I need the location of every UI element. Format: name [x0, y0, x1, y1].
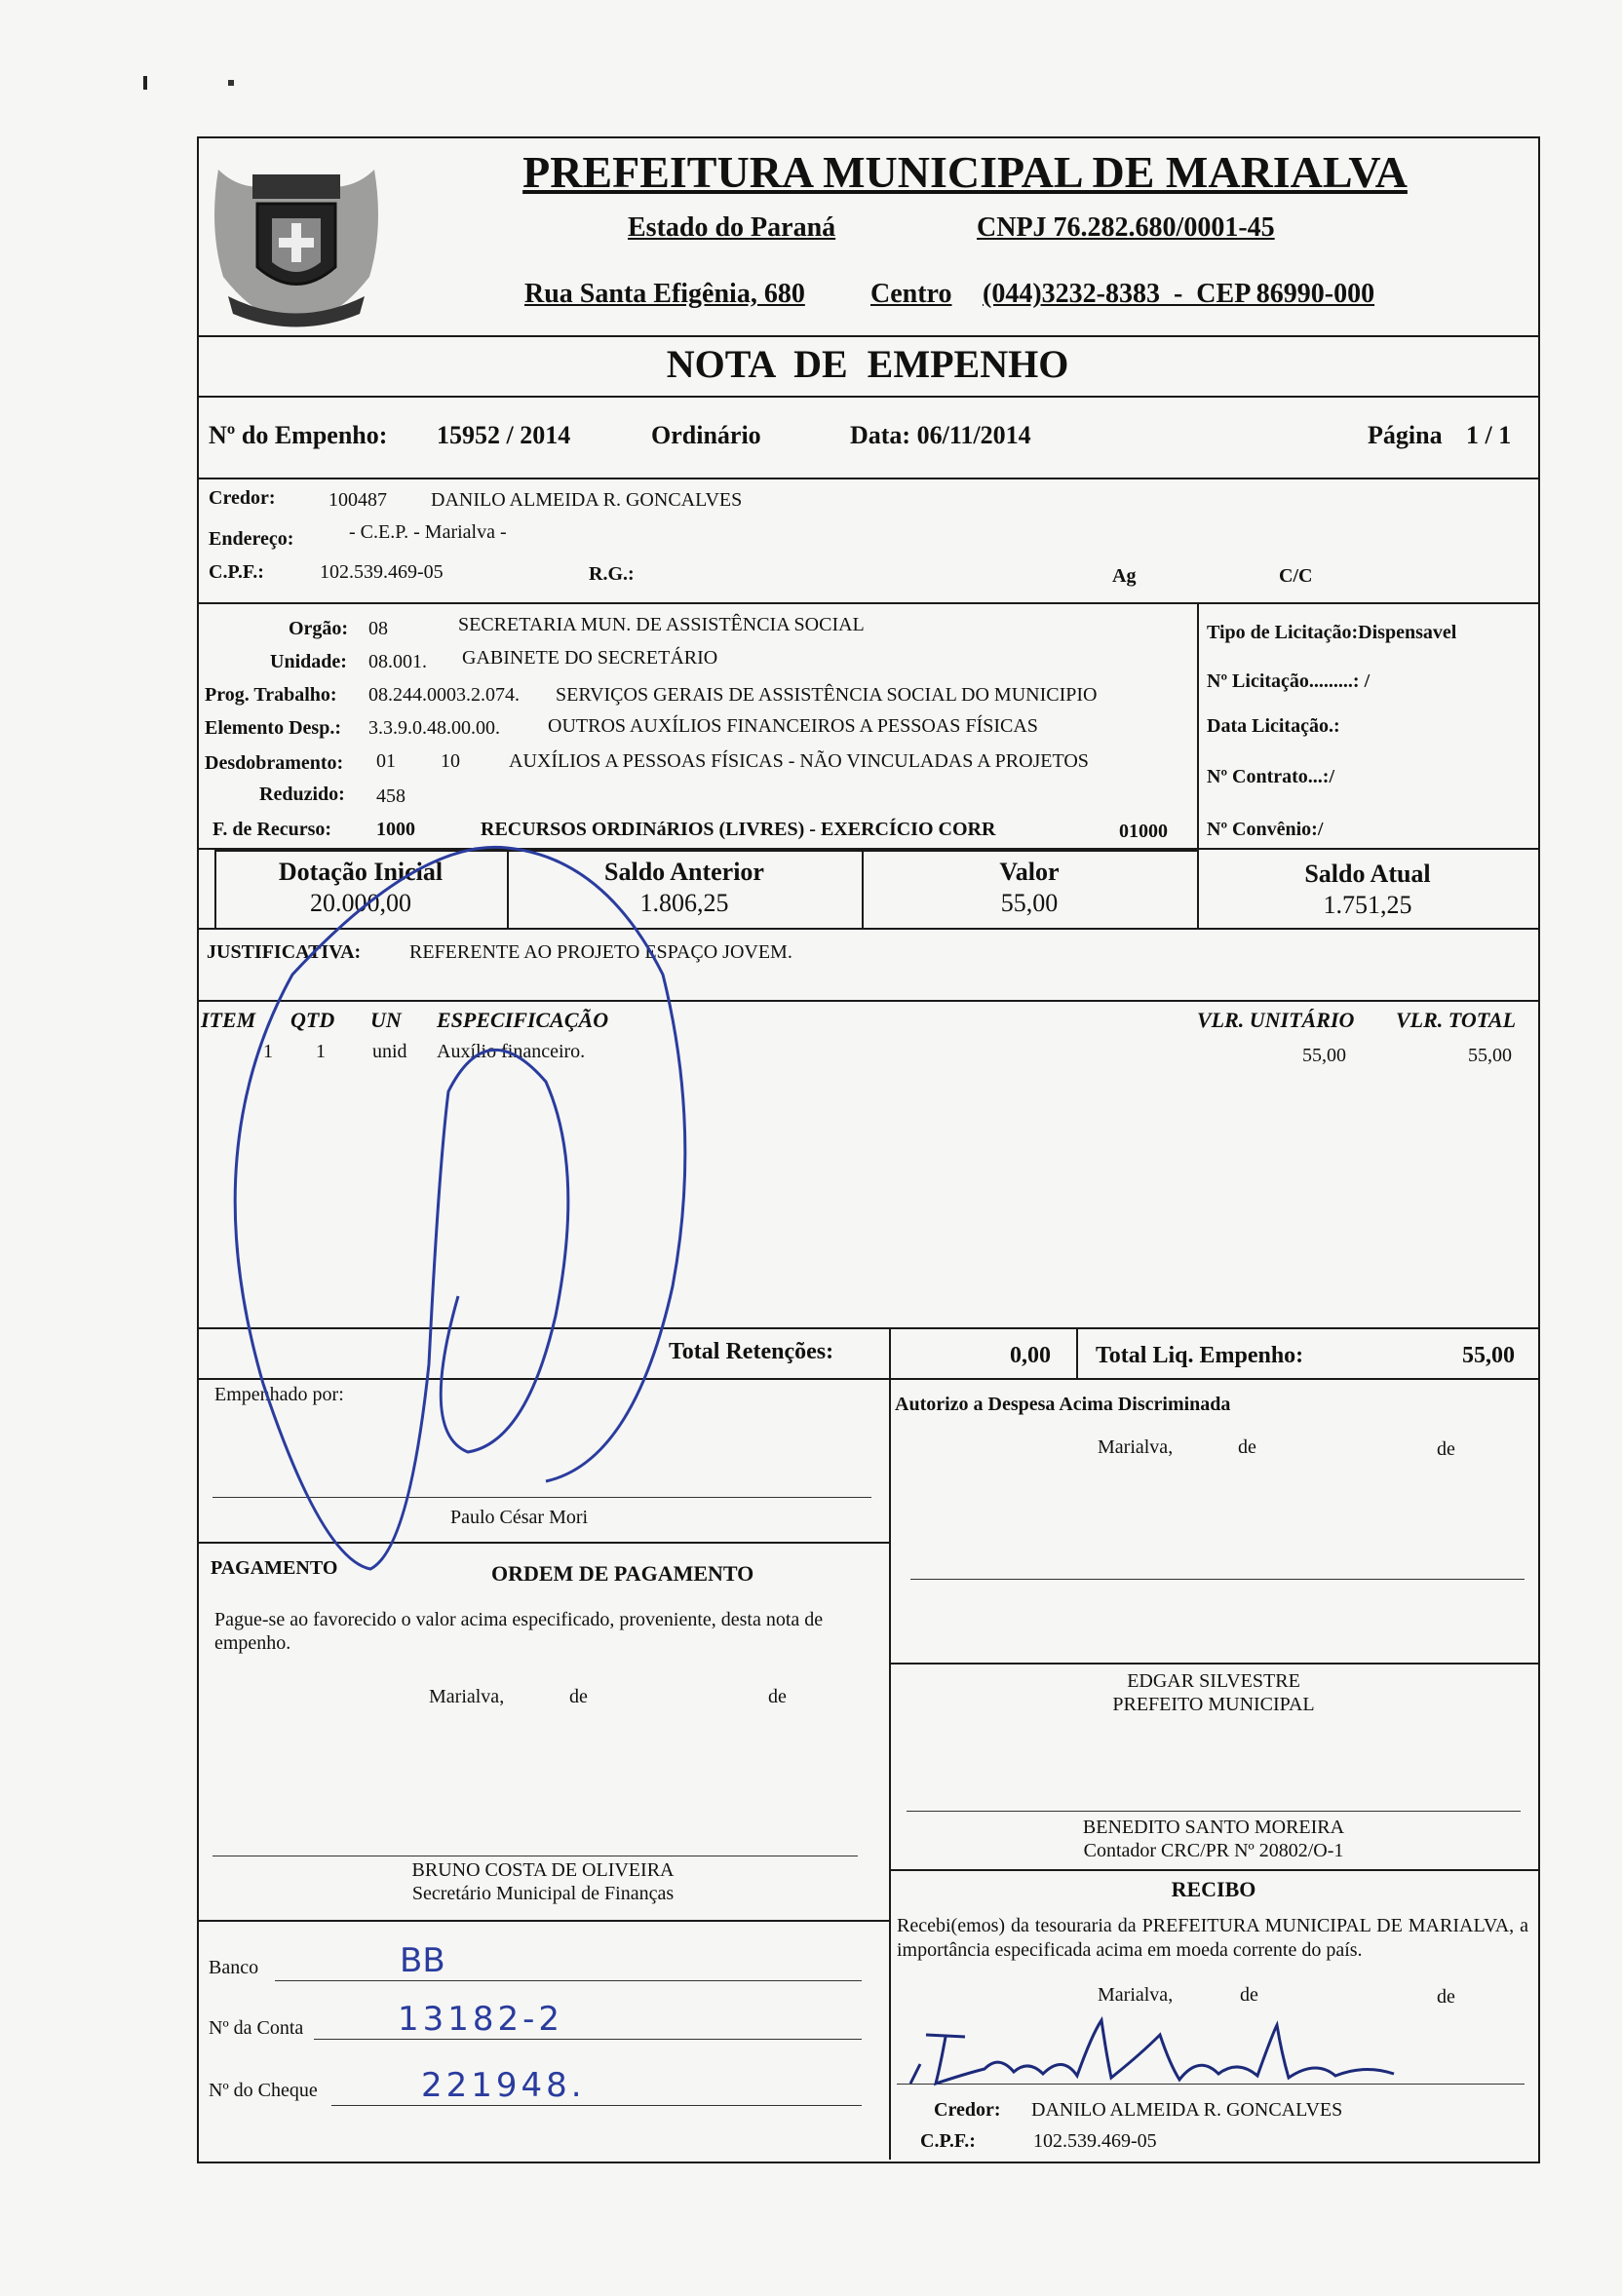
empenho-date: Data: 06/11/2014	[850, 421, 1031, 449]
credor-label: Credor:	[209, 487, 276, 509]
valor-value: 55,00	[1000, 889, 1059, 917]
autorizo-de1: de	[1238, 1436, 1256, 1458]
header-district: Centro	[870, 279, 952, 309]
endereco-label: Endereço:	[209, 528, 294, 550]
retencoes-label: Total Retenções:	[669, 1339, 834, 1364]
licitacao-data: Data Licitação.:	[1207, 715, 1340, 737]
banco-label: Banco	[209, 1957, 259, 1978]
autorizo-city: Marialva,	[1098, 1436, 1174, 1458]
reduzido-label: Reduzido:	[259, 784, 345, 805]
item-cell: 1	[263, 1041, 273, 1062]
liq-empenho-value: 55,00	[1462, 1343, 1515, 1368]
unidade-label: Unidade:	[270, 651, 347, 672]
recibo-cpf-value: 102.539.469-05	[1033, 2130, 1157, 2152]
elemento-code: 3.3.9.0.48.00.00.	[368, 717, 500, 739]
saldo-atual-value: 1.751,25	[1323, 891, 1412, 919]
autorizo-de2: de	[1437, 1438, 1455, 1460]
recibo-cpf-label: C.P.F.:	[920, 2130, 976, 2152]
conta-label: Nº da Conta	[209, 2017, 304, 2039]
unidade-code: 08.001.	[368, 651, 427, 672]
licitacao-tipo: Tipo de Licitação:Dispensavel	[1207, 622, 1457, 643]
header-state: Estado do Paraná	[628, 212, 836, 243]
cc-label: C/C	[1279, 565, 1313, 587]
pagamento-text: Pague-se ao favorecido o valor acima especificado, proveniente, desta nota de empenho.	[214, 1609, 824, 1654]
dotacao-label: Dotação Inicial	[278, 858, 444, 886]
rg-label: R.G.:	[589, 563, 635, 585]
vlr-total-cell: 55,00	[1468, 1045, 1512, 1066]
pagamento-label: PAGAMENTO	[211, 1557, 338, 1579]
pagamento-de2: de	[768, 1686, 787, 1707]
unidade-name: GABINETE DO SECRETÁRIO	[462, 647, 718, 669]
orgao-label: Orgão:	[289, 618, 349, 639]
empenho-number: 15952 / 2014	[437, 421, 571, 449]
scan-mark	[143, 76, 147, 90]
desdobramento-name: AUXÍLIOS A PESSOAS FÍSICAS - NÃO VINCULADAS A PROJETOS	[509, 750, 1089, 772]
recibo-credor-label: Credor:	[934, 2099, 1001, 2121]
ordem-pagamento-title: ORDEM DE PAGAMENTO	[491, 1561, 754, 1586]
valor-label: Valor	[999, 858, 1060, 886]
reduzido-value: 458	[376, 785, 406, 807]
orgao-name: SECRETARIA MUN. DE ASSISTÊNCIA SOCIAL	[458, 614, 865, 635]
licitacao-convenio: Nº Convênio:/	[1207, 819, 1324, 840]
pagamento-de1: de	[569, 1686, 588, 1707]
desdobramento-code2: 10	[441, 750, 460, 772]
col-especificacao: ESPECIFICAÇÃO	[437, 1008, 609, 1032]
saldo-anterior-value: 1.806,25	[639, 889, 729, 917]
cpf-label: C.P.F.:	[209, 561, 264, 583]
prefeito-name: EDGAR SILVESTRE	[1127, 1670, 1300, 1692]
credor-name: DANILO ALMEIDA R. GONCALVES	[431, 489, 743, 511]
col-qtd: QTD	[290, 1008, 335, 1032]
cpf-value: 102.539.469-05	[320, 561, 444, 583]
fonte-number: 01000	[1119, 821, 1168, 842]
prog-name: SERVIÇOS GERAIS DE ASSISTÊNCIA SOCIAL DO MUNICIPIO	[556, 684, 1098, 706]
page-label: Página	[1368, 421, 1443, 449]
especificacao-cell: Auxílio financeiro.	[437, 1041, 586, 1062]
secretario-title: Secretário Municipal de Finanças	[411, 1883, 675, 1904]
contador-name: BENEDITO SANTO MOREIRA	[1082, 1817, 1345, 1838]
header-cnpj: CNPJ 76.282.680/0001-45	[977, 212, 1275, 243]
recibo-credor-name: DANILO ALMEIDA R. GONCALVES	[1031, 2099, 1343, 2121]
page-number: 1 / 1	[1466, 421, 1512, 449]
licitacao-contrato: Nº Contrato...:/	[1207, 766, 1335, 787]
orgao-code: 08	[368, 618, 388, 639]
cheque-value: 221948.	[421, 2066, 586, 2105]
empenho-type: Ordinário	[651, 421, 761, 449]
empenhado-label: Empenhado por:	[214, 1384, 344, 1405]
ag-label: Ag	[1112, 565, 1137, 587]
liq-empenho-label: Total Liq. Empenho:	[1096, 1343, 1304, 1368]
fonte-name: RECURSOS ORDINáRIOS (LIVRES) - EXERCÍCIO CORR	[481, 819, 996, 840]
autorizo-label: Autorizo a Despesa Acima Discriminada	[895, 1394, 1231, 1415]
col-un: UN	[370, 1008, 402, 1032]
saldo-atual-label: Saldo Atual	[1304, 860, 1431, 888]
endereco-value: - C.E.P. - Marialva -	[349, 521, 507, 543]
header-title: PREFEITURA MUNICIPAL DE MARIALVA	[522, 147, 1408, 197]
contador-crc: Contador CRC/PR Nº 20802/O-1	[1083, 1840, 1344, 1861]
empenhado-name: Paulo César Mori	[450, 1507, 589, 1528]
recibo-text: Recebi(emos) da tesouraria da PREFEITURA MUNICIPAL DE MARIALVA, a importância especificada acima em moeda corrente do país.	[897, 1915, 1528, 1961]
banco-value: BB	[400, 1941, 445, 1980]
col-vlr-total: VLR. TOTAL	[1396, 1008, 1517, 1032]
un-cell: unid	[372, 1041, 407, 1062]
credor-code: 100487	[328, 489, 387, 511]
conta-value: 13182-2	[398, 2000, 564, 2039]
recibo-de2: de	[1437, 1986, 1455, 2008]
licitacao-numero: Nº Licitação.........: /	[1207, 670, 1371, 692]
saldo-anterior-label: Saldo Anterior	[604, 858, 764, 886]
pagamento-city: Marialva,	[429, 1686, 505, 1707]
header-phone-cep: (044)3232-8383 - CEP 86990-000	[983, 279, 1375, 309]
fonte-code: 1000	[376, 819, 415, 840]
empenho-number-label: Nº do Empenho:	[209, 421, 388, 449]
prog-code: 08.244.0003.2.074.	[368, 684, 520, 706]
fonte-label: F. de Recurso:	[212, 819, 332, 840]
retencoes-value: 0,00	[1010, 1343, 1051, 1368]
vlr-unitario-cell: 55,00	[1302, 1045, 1346, 1066]
elemento-label: Elemento Desp.:	[205, 717, 341, 739]
col-item: ITEM	[201, 1008, 256, 1032]
elemento-name: OUTROS AUXÍLIOS FINANCEIROS A PESSOAS FÍSICAS	[548, 715, 1038, 737]
justificativa-label: JUSTIFICATIVA:	[207, 941, 362, 963]
dotacao-value: 20.000,00	[310, 889, 411, 917]
qtd-cell: 1	[316, 1041, 326, 1062]
scan-mark	[228, 80, 234, 86]
cheque-label: Nº do Cheque	[209, 2080, 318, 2101]
desdobramento-label: Desdobramento:	[205, 752, 344, 774]
col-vlr-unitario: VLR. UNITÁRIO	[1197, 1008, 1355, 1032]
header-street: Rua Santa Efigênia, 680	[524, 279, 805, 309]
recibo-title: RECIBO	[1171, 1877, 1256, 1901]
prefeito-title: PREFEITO MUNICIPAL	[1112, 1694, 1315, 1715]
secretario-name: BRUNO COSTA DE OLIVEIRA	[411, 1859, 675, 1881]
recibo-de1: de	[1240, 1984, 1258, 2006]
recibo-city: Marialva,	[1098, 1984, 1174, 2006]
credor-signature	[907, 2015, 1413, 2093]
desdobramento-code1: 01	[376, 750, 396, 772]
doc-title: NOTA DE EMPENHO	[666, 342, 1069, 386]
justificativa-text: REFERENTE AO PROJETO ESPAÇO JOVEM.	[409, 941, 792, 963]
prog-label: Prog. Trabalho:	[205, 684, 337, 706]
